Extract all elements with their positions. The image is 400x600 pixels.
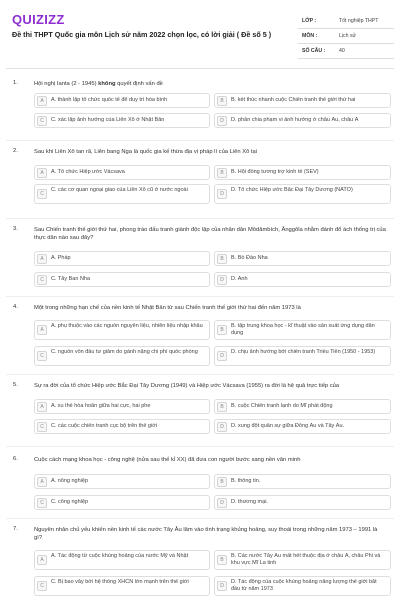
option-text: B. tập trung khoa học - kĩ thuật vào sản xuất ứng dụng dân dụng	[231, 323, 375, 336]
option-letter: A	[37, 402, 47, 412]
question-number: 6.	[13, 456, 18, 462]
option-letter: D	[217, 498, 227, 508]
option-text: D. thương mại.	[231, 499, 268, 505]
option-text: C. nguồn vốn đầu tư giảm do gánh nặng chi phí quốc phòng	[51, 349, 198, 355]
option-text: D. Tác động của cuộc khủng hoảng năng lượng thế giới bắt đầu từ năm 1973	[231, 579, 377, 592]
option-d[interactable]	[214, 113, 391, 128]
option-letter: B	[217, 254, 227, 264]
option-d[interactable]	[214, 495, 391, 510]
document-title: Đề thi THPT Quốc gia môn Lịch sử năm 2022 chọn lọc, có lời giải ( Đề số 5 )	[12, 30, 272, 39]
option-d[interactable]	[214, 419, 391, 434]
option-letter: C	[37, 422, 47, 432]
question-text-part: quyết định vấn đề	[115, 81, 163, 87]
option-text: B. kết thúc nhanh cuộc Chiến tranh thế giới thứ hai	[231, 97, 356, 103]
option-b[interactable]	[214, 550, 391, 570]
option-letter: A	[37, 96, 47, 106]
option-text: D. Tổ chức Hiệp ước Bắc Đại Tây Dương (NATO)	[231, 187, 353, 193]
question-text: Sau khi Liên Xô tan rã, Liên bang Nga là quốc gia kế thừa địa vị pháp lí của Liên Xô tại	[34, 149, 258, 155]
option-text: B. cuộc Chiến tranh lạnh do Mĩ phát động	[231, 403, 333, 409]
option-text: A. phụ thuộc vào các nguồn nguyên liệu, nhiên liệu nhập khẩu	[51, 323, 203, 329]
question-number: 7.	[13, 526, 18, 532]
option-letter: C	[37, 351, 47, 361]
question-separator	[6, 374, 394, 375]
question-text: Nguyên nhân chủ yếu khiến nền kinh tế các nước Tây Âu lâm vào tình trạng khủng hoảng, suy thoái trong những năm 1973 – 1991 là gì?	[34, 527, 378, 541]
option-letter: D	[217, 422, 227, 432]
question-separator	[6, 518, 394, 519]
option-letter: D	[217, 189, 227, 199]
quizizz-logo: QUIZIZZ	[12, 12, 65, 27]
question-number: 2.	[13, 148, 18, 154]
question-separator	[6, 296, 394, 297]
question-number: 4.	[13, 304, 18, 310]
question-text-part: Hội nghị Ianta (2 - 1945)	[34, 81, 99, 87]
option-text: A. xu thế hòa hoãn giữa hai cực, hai phe	[51, 403, 151, 409]
option-letter: B	[217, 402, 227, 412]
question-separator	[6, 218, 394, 219]
question-text: Cuộc cách mạng khoa học - công nghệ (nửa sau thế kỉ XX) đã đưa con người bước sang nền văn minh	[34, 457, 301, 463]
option-a[interactable]	[34, 399, 210, 414]
option-c[interactable]	[34, 419, 210, 434]
option-c[interactable]	[34, 495, 210, 510]
option-c[interactable]	[34, 113, 210, 128]
meta-row-count	[298, 44, 394, 59]
option-letter: D	[217, 275, 227, 285]
question-text-emphasis: không	[98, 81, 116, 87]
option-a[interactable]	[34, 251, 210, 266]
meta-table	[298, 14, 394, 59]
option-text: C. các cơ quan ngoại giao của Liên Xô cũ ở nước ngoài	[51, 187, 188, 193]
option-letter: C	[37, 116, 47, 126]
worksheet-header	[0, 0, 400, 68]
option-letter: D	[217, 116, 227, 126]
option-a[interactable]	[34, 93, 210, 108]
option-a[interactable]	[34, 320, 210, 340]
meta-label: MÔN :	[302, 33, 318, 39]
option-a[interactable]	[34, 165, 210, 180]
option-letter: C	[37, 189, 47, 199]
option-letter: A	[37, 477, 47, 487]
option-text: B. Hội đồng tương trợ kinh tế (SEV)	[231, 169, 319, 175]
option-b[interactable]	[214, 474, 391, 489]
option-text: C. Tây Ban Nha	[51, 276, 91, 282]
option-d[interactable]	[214, 184, 391, 204]
option-d[interactable]	[214, 576, 391, 596]
option-text: C. xác lập ảnh hưởng của Liên Xô ở Nhật Bản	[51, 117, 165, 123]
option-c[interactable]	[34, 576, 210, 596]
meta-label: LỚP :	[302, 18, 317, 24]
question-text: Sự ra đời của tổ chức Hiệp ước Bắc Đại Tây Dương (1949) và Hiệp ước Vácsava (1955) ra đời là hệ quả trực tiếp của	[34, 383, 340, 389]
option-text: A. Tổ chức Hiệp ước Vácsava	[51, 169, 125, 175]
option-letter: B	[217, 325, 227, 335]
option-text: C. các cuộc chiến tranh cục bộ trên thế giới	[51, 423, 158, 429]
question-text	[34, 80, 386, 88]
option-a[interactable]	[34, 474, 210, 489]
meta-value: Lịch sử	[339, 33, 357, 39]
meta-label: SỐ CÂU :	[302, 48, 326, 54]
option-text: A. nông nghiệp	[51, 478, 89, 484]
option-text: B. thông tin.	[231, 478, 261, 484]
option-text: D. xung đột quân sự giữa Đông Âu và Tây Âu.	[231, 423, 345, 429]
option-letter: B	[217, 96, 227, 106]
option-letter: A	[37, 325, 47, 335]
question-separator	[6, 140, 394, 141]
option-text: D. chịu ảnh hưởng bởi chiến tranh Triều Tiên (1950 - 1953)	[231, 349, 376, 355]
option-letter: B	[217, 555, 227, 565]
option-text: A. Pháp	[51, 255, 71, 261]
option-letter: B	[217, 168, 227, 178]
option-text: B. Bồ Đào Nha	[231, 255, 268, 261]
meta-value: Tốt nghiệp THPT	[339, 18, 379, 24]
option-b[interactable]	[214, 251, 391, 266]
question-text: Sau Chiến tranh thế giới thứ hai, phong trào đấu tranh giành độc lập của nhân dân Môdămbích, Ănggôla nhằm đánh đổ ách thống trị của thực dân nào sau đây?	[34, 227, 386, 241]
option-c[interactable]	[34, 346, 210, 366]
option-text: A. Tác động từ cuộc khủng hoảng của nước Mỹ và Nhật	[51, 553, 189, 559]
option-text: D. Anh	[231, 276, 248, 282]
option-text: D. phân chia phạm vi ảnh hưởng ở châu Âu, châu Á	[231, 117, 359, 123]
option-text: C. công nghiệp	[51, 499, 88, 505]
option-b[interactable]	[214, 320, 391, 340]
option-text: C. Bị bao vây bởi hệ thống XHCN lớn mạnh trên thế giới	[51, 579, 189, 585]
option-letter: A	[37, 254, 47, 264]
option-b[interactable]	[214, 399, 391, 414]
option-letter: A	[37, 555, 47, 565]
question-text: Một trong những hạn chế của nền kinh tế Nhật Bản từ sau Chiến tranh thế giới thứ hai đến năm 1973 là	[34, 305, 301, 311]
option-letter: D	[217, 581, 227, 591]
option-letter: C	[37, 581, 47, 591]
question-number: 3.	[13, 226, 18, 232]
option-b[interactable]	[214, 165, 391, 180]
meta-row-class	[298, 14, 394, 29]
option-d[interactable]	[214, 346, 391, 366]
question-separator	[6, 446, 394, 447]
question-number: 1.	[13, 80, 18, 86]
option-text: B. Các nước Tây Âu mất hết thuộc địa ở châu Á, châu Phi và khu vực Mĩ La tinh	[231, 553, 381, 566]
question-number: 5.	[13, 382, 18, 388]
option-c[interactable]	[34, 184, 210, 204]
option-letter: A	[37, 168, 47, 178]
meta-value: 40	[339, 48, 345, 54]
option-text: A. thành lập tổ chức quốc tế để duy trì hòa bình	[51, 97, 168, 103]
option-letter: D	[217, 351, 227, 361]
option-letter: C	[37, 498, 47, 508]
meta-row-subject	[298, 29, 394, 44]
option-c[interactable]	[34, 272, 210, 287]
option-letter: B	[217, 477, 227, 487]
option-d[interactable]	[214, 272, 391, 287]
header-divider	[6, 68, 394, 69]
option-a[interactable]	[34, 550, 210, 570]
option-b[interactable]	[214, 93, 391, 108]
option-letter: C	[37, 275, 47, 285]
